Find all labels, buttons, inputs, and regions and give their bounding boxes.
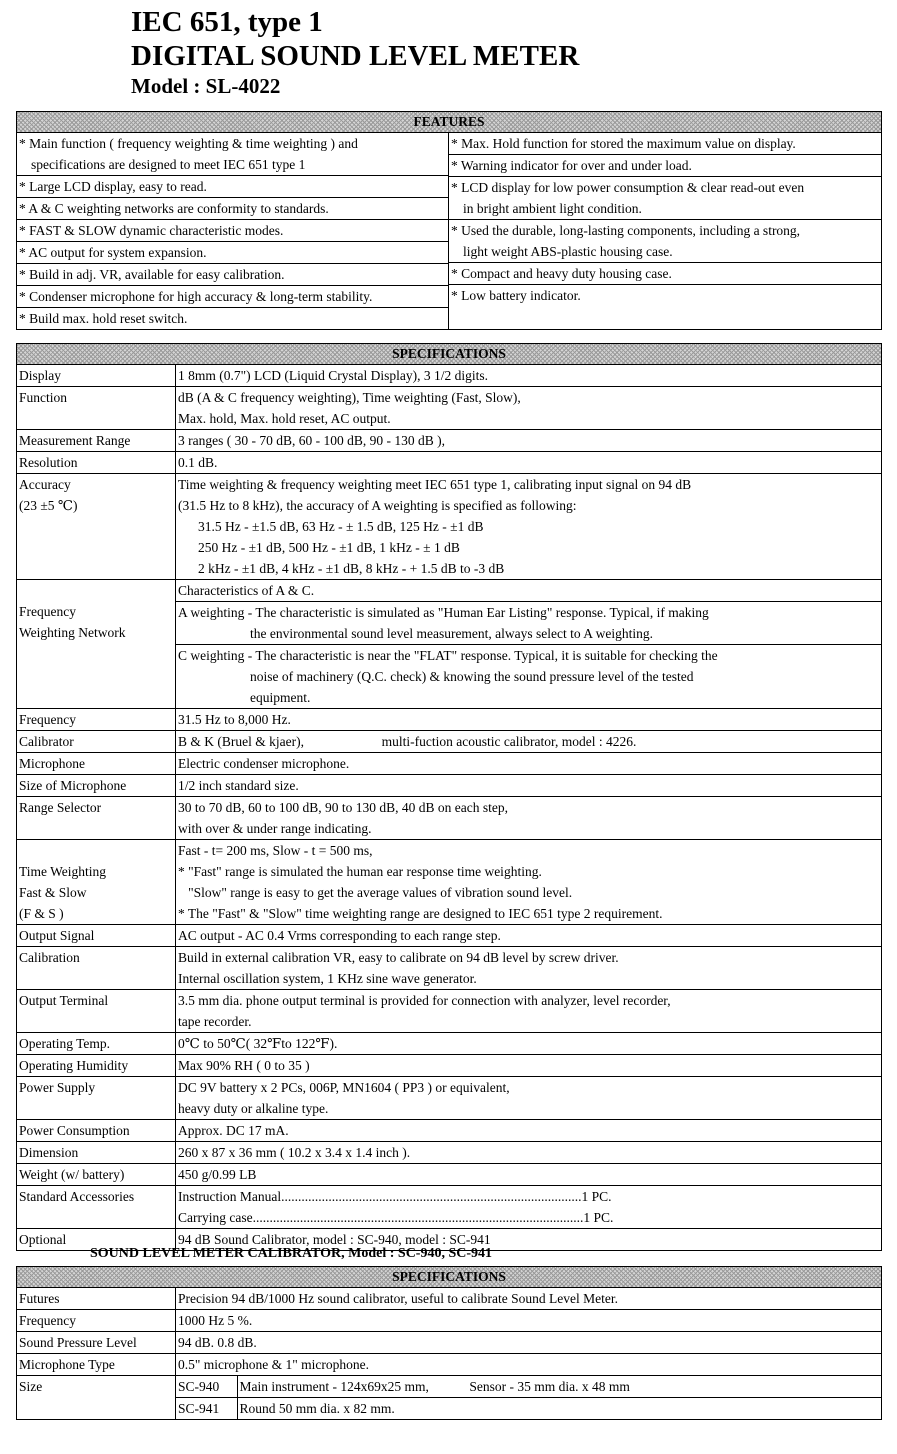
spec-label: Range Selector — [17, 797, 176, 840]
feature-item: * Low battery indicator. — [449, 284, 881, 327]
spec-row — [17, 775, 882, 797]
spec-value: Approx. DC 17 mA. — [176, 1120, 882, 1142]
feature-item: * A & C weighting networks are conformity to standards. — [17, 197, 448, 219]
model-size: Round 50 mm dia. x 82 mm. — [237, 1398, 881, 1420]
spec-value: 260 x 87 x 36 mm ( 10.2 x 3.4 x 1.4 inch ). — [176, 1142, 882, 1164]
spec-label: Measurement Range — [17, 430, 176, 452]
spec-row — [17, 1033, 882, 1055]
feature-item: * Max. Hold function for stored the maximum value on display. — [451, 136, 796, 151]
calibrator-row — [17, 1310, 882, 1332]
spec-row — [17, 1077, 882, 1120]
spec-label: Accuracy (23 ±5 ℃) — [17, 474, 176, 580]
features-title: FEATURES — [17, 112, 882, 133]
spec-value: 1/2 inch standard size. — [176, 775, 882, 797]
calibrator-row — [17, 1332, 882, 1354]
spec-row — [17, 990, 882, 1033]
spec-value: B & K (Bruel & kjaer), multi-fuction acoustic calibrator, model : 4226. — [176, 731, 882, 753]
spec-value: 1000 Hz 5 %. — [176, 1310, 882, 1332]
spec-label: Microphone Type — [17, 1354, 176, 1376]
spec-label: Frequency — [17, 709, 176, 731]
spec-row — [17, 840, 882, 925]
feature-item: * Build in adj. VR, available for easy calibration. — [17, 263, 448, 285]
standard-title: IEC 651, type 1 — [131, 6, 323, 38]
spec-value: 31.5 Hz to 8,000 Hz. — [176, 709, 882, 731]
features-left-column — [17, 133, 449, 330]
spec-row — [17, 580, 882, 709]
spec-row — [17, 709, 882, 731]
spec-row — [17, 753, 882, 775]
calibrator-table — [16, 1266, 882, 1420]
spec-value: Electric condenser microphone. — [176, 753, 882, 775]
spec-label: Weight (w/ battery) — [17, 1164, 176, 1186]
spec-row — [17, 925, 882, 947]
feature-item: * Build max. hold reset switch. — [17, 307, 448, 329]
specifications-title: SPECIFICATIONS — [17, 344, 882, 365]
model-size: Main instrument - 124x69x25 mm, Sensor - 35 mm dia. x 48 mm — [237, 1376, 881, 1398]
document-header — [131, 6, 579, 98]
spec-value: Time weighting & frequency weighting meet IEC 651 type 1, calibrating input signal on 94 dB (31.5 Hz to 8 kHz), the accuracy of A weighting is specified as following: 31.5 Hz - ±1.5 dB, 63 Hz - ± 1.5 dB, 125 Hz - ±1 dB 250 Hz - ±1 dB, 500 Hz - ±1 dB, 1 kHz - ± 1 dB 2 kHz - ±1 dB, 4 kHz - ±1 dB, 8 kHz - + 1.5 dB to -3 dB — [176, 474, 882, 580]
spec-value: AC output - AC 0.4 Vrms corresponding to each range step. — [176, 925, 882, 947]
model-name: SC-940 — [178, 1379, 220, 1394]
feature-item: * Compact and heavy duty housing case. — [449, 262, 881, 284]
spec-value: 0.5" microphone & 1" microphone. — [176, 1354, 882, 1376]
spec-label: Calibration — [17, 947, 176, 990]
spec-row — [17, 474, 882, 580]
spec-label: Frequency Weighting Network — [17, 580, 176, 709]
spec-row — [17, 797, 882, 840]
spec-value: Instruction Manual.........................................................................................1 PC. Carrying case..................................................................................................1 PC. — [176, 1186, 882, 1229]
features-table — [16, 111, 882, 330]
calibrator-specifications-title: SPECIFICATIONS — [17, 1267, 882, 1288]
spec-row — [17, 731, 882, 753]
spec-label: Operating Humidity — [17, 1055, 176, 1077]
spec-label: Power Supply — [17, 1077, 176, 1120]
spec-value: 450 g/0.99 LB — [176, 1164, 882, 1186]
spec-row — [17, 430, 882, 452]
spec-row — [17, 452, 882, 474]
spec-label: Standard Accessories — [17, 1186, 176, 1229]
spec-value: 3 ranges ( 30 - 70 dB, 60 - 100 dB, 90 - 130 dB ), — [176, 430, 882, 452]
model-name: SC-941 — [176, 1398, 237, 1420]
spec-value: 30 to 70 dB, 60 to 100 dB, 90 to 130 dB, 40 dB on each step, with over & under range indicating. — [176, 797, 882, 840]
spec-value: 1 8mm (0.7") LCD (Liquid Crystal Display), 3 1/2 digits. — [176, 365, 882, 387]
spec-value — [176, 1376, 882, 1420]
specifications-table — [16, 343, 882, 1251]
feature-item: * AC output for system expansion. — [17, 241, 448, 263]
feature-item: * Condenser microphone for high accuracy & long-term stability. — [17, 285, 448, 307]
spec-value: 3.5 mm dia. phone output terminal is provided for connection with analyzer, level recorder, tape recorder. — [176, 990, 882, 1033]
product-title: DIGITAL SOUND LEVEL METER — [131, 40, 580, 72]
feature-item: * Used the durable, long-lasting components, including a strong, light weight ABS-plastic housing case. — [449, 219, 881, 262]
spec-label: Output Terminal — [17, 990, 176, 1033]
spec-label: Resolution — [17, 452, 176, 474]
feature-item: * Main function ( frequency weighting & time weighting ) and specifications are designed to meet IEC 651 type 1 — [19, 136, 358, 172]
spec-label: Futures — [17, 1288, 176, 1310]
spec-label: Optional — [17, 1229, 176, 1251]
calibrator-row — [17, 1288, 882, 1310]
spec-label: Frequency — [17, 1310, 176, 1332]
spec-label: Size of Microphone — [17, 775, 176, 797]
calibrator-row — [17, 1354, 882, 1376]
spec-row — [17, 1164, 882, 1186]
size-subtable — [176, 1376, 881, 1419]
feature-item: * FAST & SLOW dynamic characteristic modes. — [17, 219, 448, 241]
model-title: Model : SL-4022 — [131, 74, 281, 98]
spec-label: Time Weighting Fast & Slow (F & S ) — [17, 840, 176, 925]
spec-row — [17, 1142, 882, 1164]
spec-value: Build in external calibration VR, easy to calibrate on 94 dB level by screw driver. Internal oscillation system, 1 KHz sine wave generator. — [176, 947, 882, 990]
spec-row — [17, 387, 882, 430]
spec-label: Power Consumption — [17, 1120, 176, 1142]
spec-value: dB (A & C frequency weighting), Time weighting (Fast, Slow), Max. hold, Max. hold reset, AC output. — [176, 387, 882, 430]
spec-row — [17, 1186, 882, 1229]
spec-value: DC 9V battery x 2 PCs, 006P, MN1604 ( PP3 ) or equivalent, heavy duty or alkaline type. — [176, 1077, 882, 1120]
spec-value: Characteristics of A & C. A weighting - The characteristic is simulated as "Human Ear Listing" response. Typical, if making the environmental sound level measurement, always select to A weighting. C weighting - The characteristic is near the "FLAT" response. Typical, it is suitable for checking the noise of machinery (Q.C. check) & knowing the sound pressure level of the tested equipment. — [176, 580, 882, 709]
spec-value: 94 dB Sound Calibrator, model : SC-940, model : SC-941 — [176, 1229, 882, 1251]
feature-item: * Warning indicator for over and under load. — [449, 154, 881, 176]
spec-label: Function — [17, 387, 176, 430]
spec-label: Output Signal — [17, 925, 176, 947]
calibrator-row — [17, 1376, 882, 1420]
spec-value: 0.1 dB. — [176, 452, 882, 474]
spec-row — [17, 365, 882, 387]
spec-value: Fast - t= 200 ms, Slow - t = 500 ms, * "Fast" range is simulated the human ear response time weighting. "Slow" range is easy to get the average values of vibration sound level. * The "Fast" & "Slow" time weighting range are designed to IEC 651 type 2 requirement. — [176, 840, 882, 925]
calibrator-subtitle: SOUND LEVEL METER CALIBRATOR, Model : SC-940, SC-941 — [90, 1246, 493, 1261]
feature-item: * Large LCD display, easy to read. — [17, 175, 448, 197]
spec-value: 0℃ to 50℃( 32℉to 122℉). — [176, 1033, 882, 1055]
spec-row — [17, 947, 882, 990]
spec-value: Precision 94 dB/1000 Hz sound calibrator, useful to calibrate Sound Level Meter. — [176, 1288, 882, 1310]
spec-label: Operating Temp. — [17, 1033, 176, 1055]
spec-row — [17, 1055, 882, 1077]
spec-label: Sound Pressure Level — [17, 1332, 176, 1354]
spec-label: Size — [17, 1376, 176, 1420]
feature-item: * LCD display for low power consumption & clear read-out even in bright ambient light condition. — [449, 176, 881, 219]
spec-label: Display — [17, 365, 176, 387]
spec-label: Calibrator — [17, 731, 176, 753]
spec-row — [17, 1120, 882, 1142]
spec-value: 94 dB. 0.8 dB. — [176, 1332, 882, 1354]
spec-label: Microphone — [17, 753, 176, 775]
features-right-column — [449, 133, 882, 330]
spec-label: Dimension — [17, 1142, 176, 1164]
spec-value: Max 90% RH ( 0 to 35 ) — [176, 1055, 882, 1077]
